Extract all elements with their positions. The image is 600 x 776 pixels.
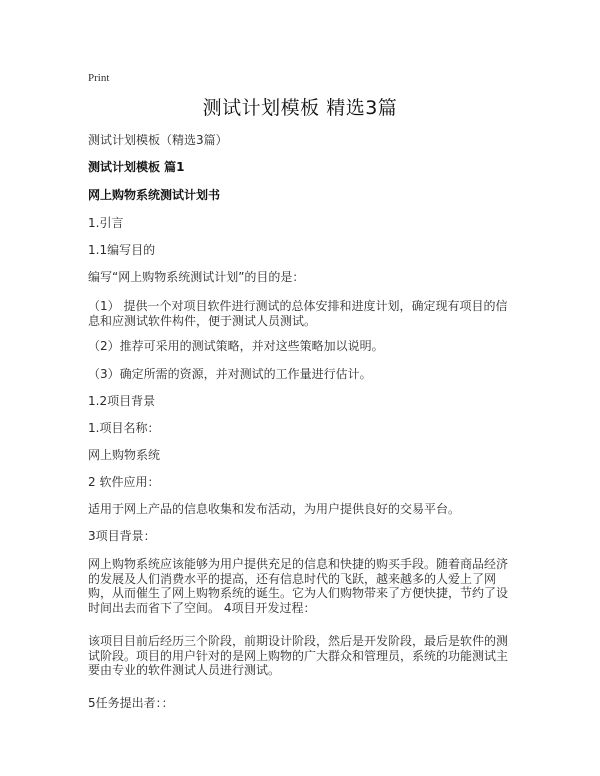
project-name-label: 1.项目名称： <box>88 421 160 435</box>
project-name-value: 网上购物系统 <box>88 448 161 462</box>
section-heading: 测试计划模板 篇1 <box>88 160 185 174</box>
purpose-lead: 编写“网上购物系统测试计划”的目的是： <box>88 270 305 284</box>
document-subtitle: 测试计划模板（精选3篇） <box>88 133 228 147</box>
purpose-item-2: （2）推荐可采用的测试策略，并对这些策略加以说明。 <box>88 339 384 353</box>
purpose-item-1: （1） 提供一个对项目软件进行测试的总体安排和进度计划，确定现有项目的信息和应测试软件构件，便于测试人员测试。 <box>88 299 508 328</box>
project-background-paragraph: 网上购物系统应该能够为用户提供充足的信息和快捷的购买手段。随着商品经济的发展及人们消费水平的提高，还有信息时代的飞跃，越来越多的人爱上了网购，从而催生了网上购物系统的诞生。它为人们购物带来了方便快捷，节约了设时间出去而省下了空间。 4项目开发过程： <box>88 557 509 615</box>
purpose-item-3: （3）确定所需的资源，并对测试的工作量进行估计。 <box>88 367 372 381</box>
document-title: 网上购物系统测试计划书 <box>88 188 221 202</box>
software-app-value: 适用于网上产品的信息收集和发布活动，为用户提供良好的交易平台。 <box>88 502 461 516</box>
heading-purpose: 1.1编写目的 <box>88 243 156 257</box>
dev-process-paragraph: 该项目目前后经历三个阶段，前期设计阶段，然后是开发阶段，最后是软件的测试阶段。项目的用户针对的是网上购物的广大群众和管理员，系统的功能测试主要由专业的软件测试人员进行测试。 <box>88 634 509 677</box>
print-label[interactable]: Print <box>88 72 110 84</box>
software-app-label: 2 软件应用： <box>88 475 160 489</box>
heading-intro: 1.引言 <box>88 216 124 230</box>
project-background-label: 3项目背景： <box>88 529 156 543</box>
page-title: 测试计划模板 精选3篇 <box>202 97 398 119</box>
heading-background: 1.2项目背景 <box>88 394 156 408</box>
task-proposer-label: 5任务提出者：： <box>88 696 174 710</box>
